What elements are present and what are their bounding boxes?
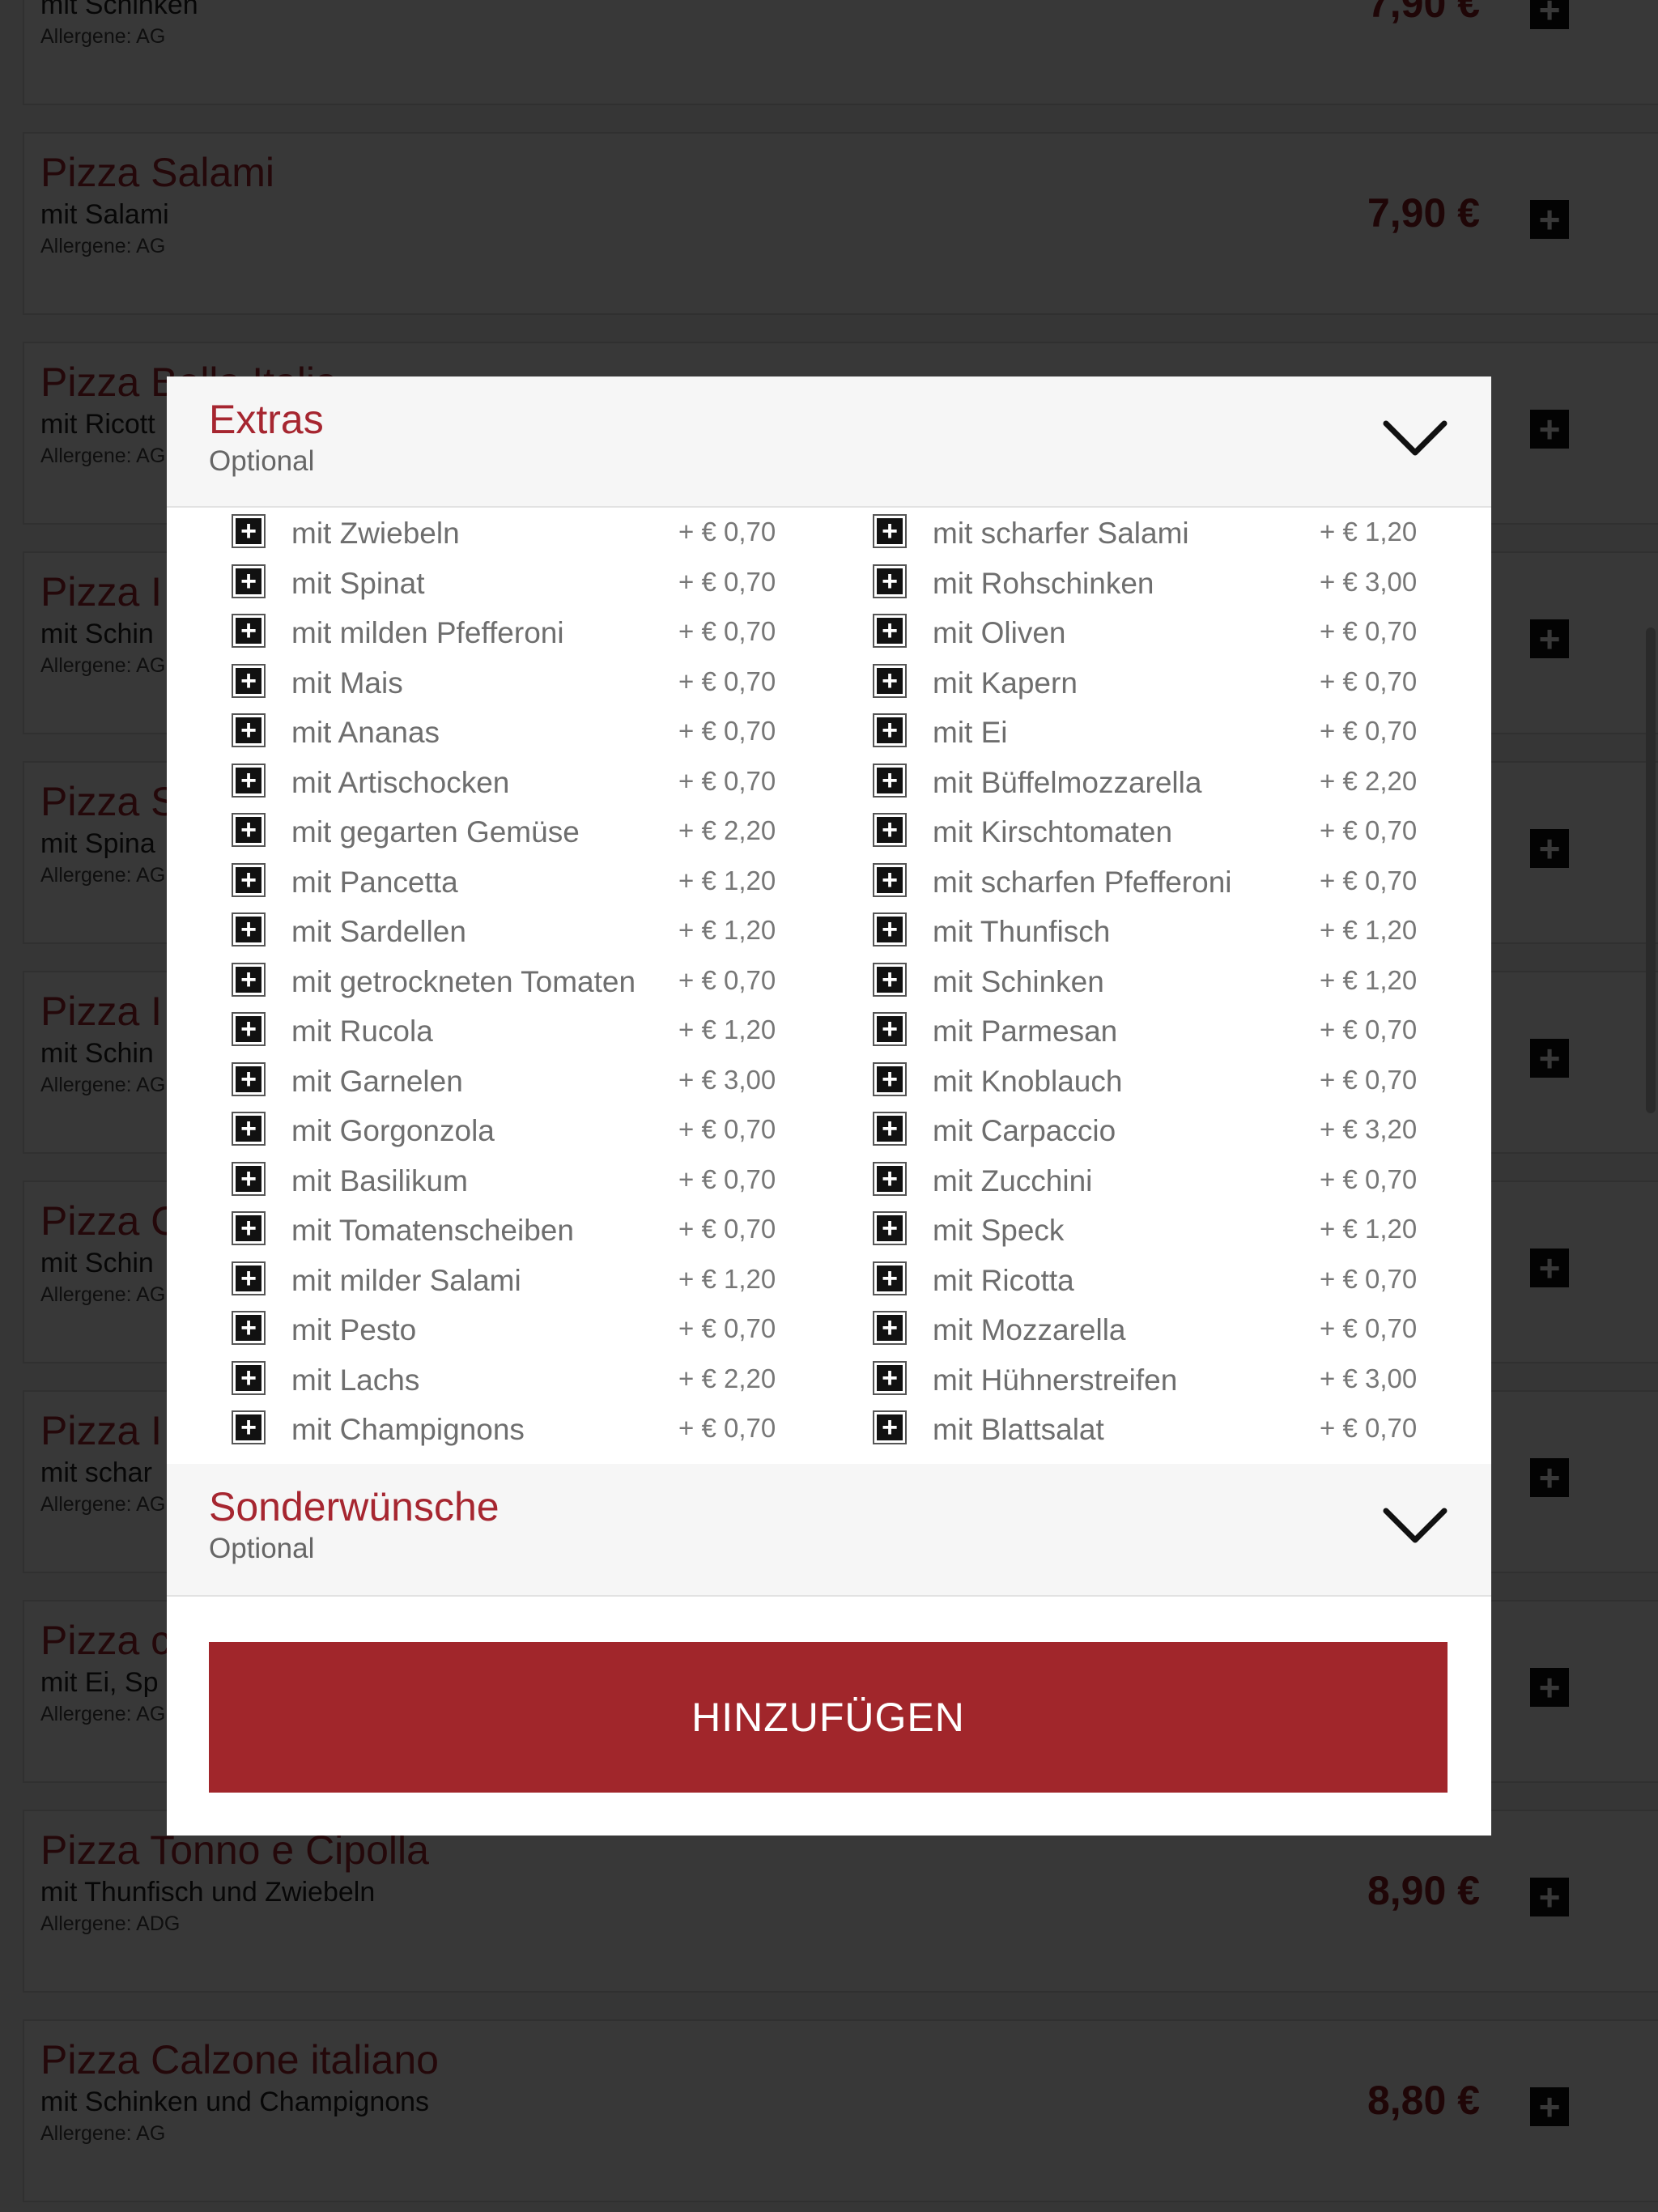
add-extra-checkbox[interactable] xyxy=(232,1211,266,1245)
plus-icon: + xyxy=(236,668,261,694)
plus-icon: + xyxy=(877,668,903,694)
plus-icon: + xyxy=(877,1116,903,1142)
add-extra-checkbox[interactable] xyxy=(232,1311,266,1345)
extra-option-price: + € 0,70 xyxy=(678,1413,776,1443)
add-extra-checkbox[interactable] xyxy=(873,764,907,798)
extra-option-price: + € 0,70 xyxy=(678,1114,776,1144)
extra-option-label: mit Zucchini xyxy=(933,1163,1093,1197)
special-requests-subtitle: Optional xyxy=(209,1533,315,1564)
add-extra-checkbox[interactable] xyxy=(873,1112,907,1146)
add-extra-checkbox[interactable] xyxy=(873,1062,907,1096)
extra-option-label: mit Knoblauch xyxy=(933,1064,1123,1098)
extra-option-label: mit Parmesan xyxy=(933,1015,1118,1048)
extra-option-price: + € 0,70 xyxy=(1320,716,1418,746)
extra-option-price: + € 0,70 xyxy=(678,1214,776,1244)
product-options-dialog xyxy=(167,376,1491,1836)
chevron-down-icon[interactable] xyxy=(1381,415,1449,461)
plus-icon: + xyxy=(877,917,903,942)
extra-option-price: + € 0,70 xyxy=(1320,1163,1418,1194)
plus-icon: + xyxy=(236,1016,261,1042)
add-extra-checkbox[interactable] xyxy=(232,813,266,847)
add-extra-checkbox[interactable] xyxy=(232,863,266,897)
add-extra-checkbox[interactable] xyxy=(873,813,907,847)
extra-option-label: mit Champignons xyxy=(291,1413,525,1446)
extras-options-list xyxy=(167,508,1491,1464)
add-extra-checkbox[interactable] xyxy=(873,1410,907,1444)
extra-option-label: mit scharfen Pfefferoni xyxy=(933,865,1232,899)
add-to-cart-button[interactable]: HINZUFÜGEN xyxy=(209,1642,1448,1793)
extra-option[interactable] xyxy=(873,1404,1491,1454)
add-extra-checkbox[interactable] xyxy=(232,564,266,598)
extra-option[interactable] xyxy=(873,1056,1491,1106)
extra-option[interactable] xyxy=(873,607,1491,657)
special-requests-title: Sonderwünsche xyxy=(209,1484,500,1529)
plus-icon: + xyxy=(877,967,903,993)
plus-icon: + xyxy=(236,1414,261,1440)
extra-option[interactable] xyxy=(873,806,1491,857)
extra-option-price: + € 2,20 xyxy=(678,815,776,845)
extra-option[interactable] xyxy=(232,806,863,857)
extras-section-header[interactable] xyxy=(167,376,1491,508)
plus-icon: + xyxy=(877,1365,903,1391)
extra-option-price: + € 0,70 xyxy=(1320,1064,1418,1095)
add-extra-checkbox[interactable] xyxy=(232,1112,266,1146)
extra-option[interactable] xyxy=(873,1105,1491,1155)
extra-option[interactable] xyxy=(232,707,863,757)
extra-option-label: mit Carpaccio xyxy=(933,1114,1116,1147)
extra-option-price: + € 0,70 xyxy=(1320,616,1418,646)
add-extra-checkbox[interactable] xyxy=(873,1162,907,1196)
extra-option-label: mit Mais xyxy=(291,666,403,700)
extra-option-label: mit Ananas xyxy=(291,716,440,749)
extra-option-label: mit milder Salami xyxy=(291,1263,521,1297)
add-extra-checkbox[interactable] xyxy=(873,1211,907,1245)
extra-option[interactable] xyxy=(232,1056,863,1106)
extra-option[interactable] xyxy=(873,558,1491,608)
chevron-down-icon[interactable] xyxy=(1381,1503,1449,1548)
add-extra-checkbox[interactable] xyxy=(873,664,907,698)
add-extra-checkbox[interactable] xyxy=(873,614,907,648)
extra-option-label: mit Kapern xyxy=(933,666,1078,700)
extra-option[interactable] xyxy=(232,1355,863,1405)
plus-icon: + xyxy=(236,917,261,942)
extra-option-label: mit Ei xyxy=(933,716,1008,749)
extras-column-right xyxy=(873,508,1491,1454)
add-extra-checkbox[interactable] xyxy=(873,1012,907,1046)
extra-option-price: + € 1,20 xyxy=(678,865,776,895)
add-extra-checkbox[interactable] xyxy=(232,713,266,747)
add-extra-checkbox[interactable] xyxy=(232,614,266,648)
extra-option-label: mit scharfer Salami xyxy=(933,517,1189,550)
extra-option-price: + € 1,20 xyxy=(1320,964,1418,995)
extra-option[interactable] xyxy=(232,607,863,657)
extra-option-label: mit Thunfisch xyxy=(933,915,1111,948)
plus-icon: + xyxy=(236,568,261,594)
extra-option-price: + € 0,70 xyxy=(678,716,776,746)
extra-option-label: mit Basilikum xyxy=(291,1163,468,1197)
extra-option-price: + € 0,70 xyxy=(678,1163,776,1194)
plus-icon: + xyxy=(877,568,903,594)
plus-icon: + xyxy=(236,618,261,644)
extra-option-price: + € 2,20 xyxy=(678,1363,776,1393)
plus-icon: + xyxy=(877,618,903,644)
extra-option-label: mit Pesto xyxy=(291,1313,417,1346)
extra-option-price: + € 1,20 xyxy=(678,1263,776,1294)
extra-option-price: + € 0,70 xyxy=(1320,1015,1418,1044)
add-extra-checkbox[interactable] xyxy=(232,764,266,798)
plus-icon: + xyxy=(236,867,261,893)
extra-option[interactable] xyxy=(232,1105,863,1155)
extra-option[interactable] xyxy=(232,1304,863,1355)
extra-option-label: mit Schinken xyxy=(933,964,1104,998)
extra-option-price: + € 3,20 xyxy=(1320,1114,1418,1144)
extra-option-label: mit Kirschtomaten xyxy=(933,815,1173,849)
extra-option-price: + € 0,70 xyxy=(678,964,776,995)
extra-option-price: + € 0,70 xyxy=(678,616,776,646)
extra-option-label: mit Lachs xyxy=(291,1363,420,1397)
add-extra-checkbox[interactable] xyxy=(873,1361,907,1395)
extra-option-label: mit Rohschinken xyxy=(933,566,1154,600)
plus-icon: + xyxy=(236,1166,261,1192)
plus-icon: + xyxy=(877,817,903,843)
add-extra-checkbox[interactable] xyxy=(232,1012,266,1046)
plus-icon: + xyxy=(236,1266,261,1291)
extras-title: Extras xyxy=(209,397,324,442)
extra-option[interactable] xyxy=(232,508,863,558)
add-extra-checkbox[interactable] xyxy=(873,713,907,747)
plus-icon: + xyxy=(877,518,903,544)
extra-option-price: + € 0,70 xyxy=(1320,815,1418,845)
extra-option-label: mit Oliven xyxy=(933,616,1066,649)
extra-option[interactable] xyxy=(232,657,863,708)
extra-option-price: + € 0,70 xyxy=(678,666,776,696)
extra-option-label: mit Gorgonzola xyxy=(291,1114,495,1147)
extra-option-label: mit Mozzarella xyxy=(933,1313,1126,1346)
extra-option-price: + € 0,70 xyxy=(1320,1413,1418,1443)
extra-option-label: mit Pancetta xyxy=(291,865,458,899)
plus-icon: + xyxy=(877,1266,903,1291)
extra-option-label: mit Spinat xyxy=(291,566,425,600)
extra-option-label: mit getrockneten Tomaten xyxy=(291,964,636,998)
add-extra-checkbox[interactable] xyxy=(232,912,266,946)
plus-icon: + xyxy=(877,1215,903,1241)
plus-icon: + xyxy=(236,1116,261,1142)
extra-option-price: + € 3,00 xyxy=(1320,1363,1418,1393)
special-requests-section-header[interactable] xyxy=(167,1464,1491,1597)
extra-option-label: mit Garnelen xyxy=(291,1064,463,1098)
add-extra-checkbox[interactable] xyxy=(232,1261,266,1295)
extra-option-label: mit milden Pfefferoni xyxy=(291,616,564,649)
extra-option[interactable] xyxy=(873,657,1491,708)
plus-icon: + xyxy=(236,518,261,544)
extra-option[interactable] xyxy=(873,1355,1491,1405)
extra-option-price: + € 0,70 xyxy=(678,765,776,796)
plus-icon: + xyxy=(236,1215,261,1241)
extra-option-price: + € 3,00 xyxy=(678,1064,776,1095)
extra-option[interactable] xyxy=(232,1155,863,1206)
extra-option-price: + € 1,20 xyxy=(1320,517,1418,547)
extra-option[interactable] xyxy=(232,1006,863,1056)
extra-option[interactable] xyxy=(873,1155,1491,1206)
extra-option-label: mit Rucola xyxy=(291,1015,433,1048)
plus-icon: + xyxy=(877,1066,903,1092)
extra-option-price: + € 0,70 xyxy=(678,1313,776,1343)
plus-icon: + xyxy=(877,1016,903,1042)
add-extra-checkbox[interactable] xyxy=(232,1410,266,1444)
extra-option[interactable] xyxy=(232,1255,863,1305)
extra-option[interactable] xyxy=(873,956,1491,1006)
add-extra-checkbox[interactable] xyxy=(873,1311,907,1345)
extra-option-label: mit Ricotta xyxy=(933,1263,1074,1297)
add-extra-checkbox[interactable] xyxy=(873,863,907,897)
plus-icon: + xyxy=(877,1315,903,1341)
extra-option-label: mit Artischocken xyxy=(291,765,510,799)
plus-icon: + xyxy=(236,967,261,993)
extra-option[interactable] xyxy=(873,1006,1491,1056)
plus-icon: + xyxy=(877,1414,903,1440)
add-extra-checkbox[interactable] xyxy=(232,1062,266,1096)
add-extra-checkbox[interactable] xyxy=(232,1162,266,1196)
plus-icon: + xyxy=(236,817,261,843)
extra-option-label: mit Speck xyxy=(933,1214,1065,1247)
extra-option-price: + € 0,70 xyxy=(678,566,776,597)
add-extra-checkbox[interactable] xyxy=(873,564,907,598)
extra-option[interactable] xyxy=(873,857,1491,907)
add-extra-checkbox[interactable] xyxy=(232,1361,266,1395)
extra-option-price: + € 3,00 xyxy=(1320,566,1418,597)
extra-option[interactable] xyxy=(232,1404,863,1454)
plus-icon: + xyxy=(877,768,903,793)
extra-option[interactable] xyxy=(873,1304,1491,1355)
extra-option[interactable] xyxy=(873,1255,1491,1305)
extra-option-label: mit Hühnerstreifen xyxy=(933,1363,1178,1397)
extra-option-price: + € 0,70 xyxy=(678,517,776,547)
extra-option[interactable] xyxy=(232,857,863,907)
plus-icon: + xyxy=(236,1365,261,1391)
extra-option[interactable] xyxy=(873,906,1491,956)
extra-option[interactable] xyxy=(873,508,1491,558)
extra-option[interactable] xyxy=(232,956,863,1006)
extra-option[interactable] xyxy=(232,906,863,956)
plus-icon: + xyxy=(877,867,903,893)
extra-option-price: + € 0,70 xyxy=(1320,1263,1418,1294)
plus-icon: + xyxy=(236,768,261,793)
extra-option-price: + € 1,20 xyxy=(678,1015,776,1044)
plus-icon: + xyxy=(877,717,903,743)
extra-option-label: mit Zwiebeln xyxy=(291,517,460,550)
extra-option-price: + € 0,70 xyxy=(1320,865,1418,895)
add-extra-checkbox[interactable] xyxy=(232,963,266,997)
plus-icon: + xyxy=(236,1066,261,1092)
extra-option-price: + € 1,20 xyxy=(1320,915,1418,945)
plus-icon: + xyxy=(236,717,261,743)
extras-column-left xyxy=(232,508,863,1454)
extra-option-label: mit gegarten Gemüse xyxy=(291,815,580,849)
add-extra-checkbox[interactable] xyxy=(232,664,266,698)
add-extra-checkbox[interactable] xyxy=(873,912,907,946)
extra-option-price: + € 1,20 xyxy=(1320,1214,1418,1244)
extra-option-price: + € 0,70 xyxy=(1320,1313,1418,1343)
extra-option[interactable] xyxy=(873,757,1491,807)
extra-option[interactable] xyxy=(232,757,863,807)
extra-option-label: mit Sardellen xyxy=(291,915,466,948)
extra-option-label: mit Büffelmozzarella xyxy=(933,765,1202,799)
extra-option-label: mit Tomatenscheiben xyxy=(291,1214,574,1247)
extra-option-price: + € 0,70 xyxy=(1320,666,1418,696)
extras-subtitle: Optional xyxy=(209,445,315,477)
extra-option[interactable] xyxy=(232,1205,863,1255)
extra-option[interactable] xyxy=(873,707,1491,757)
add-extra-checkbox[interactable] xyxy=(873,514,907,548)
plus-icon: + xyxy=(877,1166,903,1192)
add-extra-checkbox[interactable] xyxy=(232,514,266,548)
add-extra-checkbox[interactable] xyxy=(873,963,907,997)
extra-option-price: + € 1,20 xyxy=(678,915,776,945)
extra-option[interactable] xyxy=(232,558,863,608)
extra-option[interactable] xyxy=(873,1205,1491,1255)
extra-option-price: + € 2,20 xyxy=(1320,765,1418,796)
extra-option-label: mit Blattsalat xyxy=(933,1413,1104,1446)
add-extra-checkbox[interactable] xyxy=(873,1261,907,1295)
plus-icon: + xyxy=(236,1315,261,1341)
